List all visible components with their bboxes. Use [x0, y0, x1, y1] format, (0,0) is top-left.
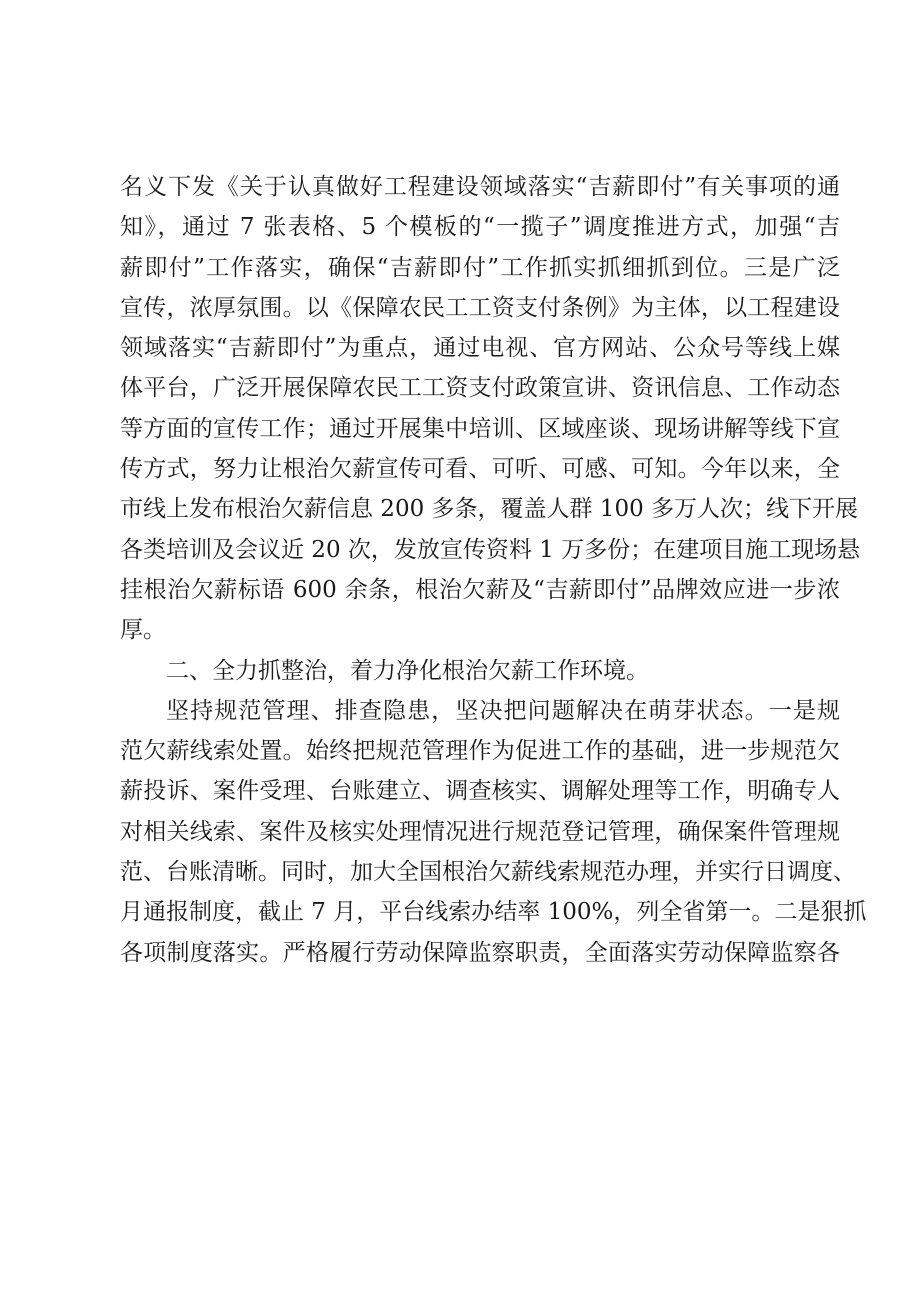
document-body [120, 167, 867, 973]
paragraph-line: 领域落实“吉薪即付”为重点，通过电视、官方网站、公众号等线上媒 [120, 335, 840, 362]
paragraph-line: 各类培训及会议近 20 次，发放宣传资料 1 万多份；在建项目施工现场悬 [120, 536, 861, 563]
paragraph-line: 范、台账清晰。同时，加大全国根治欠薪线索规范办理，并实行日调度、 [120, 859, 856, 886]
paragraph-line: 月通报制度，截止 7 月，平台线索办结率 100%，列全省第一。二是狠抓 [120, 899, 867, 926]
paragraph-line: 对相关线索、案件及核实处理情况进行规范登记管理，确保案件管理规 [120, 818, 840, 845]
paragraph-line: 市线上发布根治欠薪信息 200 多条，覆盖人群 100 多万人次；线下开展 [120, 496, 859, 523]
paragraph-line: 范欠薪线索处置。始终把规范管理作为促进工作的基础，进一步规范欠 [120, 738, 840, 765]
paragraph-line: 传方式，努力让根治欠薪宣传可看、可听、可感、可知。今年以来，全 [120, 456, 840, 483]
paragraph-line: 名义下发《关于认真做好工程建设领域落实“吉薪即付”有关事项的通 [120, 174, 840, 200]
paragraph-line: 薪投诉、案件受理、台账建立、调查核实、调解处理等工作，明确专人 [120, 778, 840, 805]
paragraph-line: 坚持规范管理、排查隐患，坚决把问题解决在萌芽状态。一是规 [166, 697, 840, 724]
paragraph-line: 知》，通过 7 张表格、5 个模板的“一揽子”调度推进方式，加强“吉 [120, 214, 840, 241]
paragraph-line: 体平台，广泛开展保障农民工工资支付政策宣讲、资讯信息、工作动态 [120, 375, 840, 402]
paragraph-line: 等方面的宣传工作；通过开展集中培训、区域座谈、现场讲解等线下宣 [120, 415, 840, 442]
paragraph-line: 各项制度落实。严格履行劳动保障监察职责，全面落实劳动保障监察各 [120, 939, 840, 966]
paragraph-rectification [120, 691, 867, 973]
paragraph-line: 厚。 [120, 617, 166, 644]
paragraph-line: 宣传，浓厚氛围。以《保障农民工工资支付条例》为主体，以工程建设 [120, 294, 840, 321]
section-heading-2: 二、全力抓整治，着力净化根治欠薪工作环境。 [166, 657, 649, 684]
paragraph-line: 挂根治欠薪标语 600 余条，根治欠薪及“吉薪即付”品牌效应进一步浓 [120, 576, 840, 603]
paragraph-publicity [120, 167, 861, 651]
paragraph-line: 薪即付”工作落实，确保“吉薪即付”工作抓实抓细抓到位。三是广泛 [120, 254, 840, 281]
